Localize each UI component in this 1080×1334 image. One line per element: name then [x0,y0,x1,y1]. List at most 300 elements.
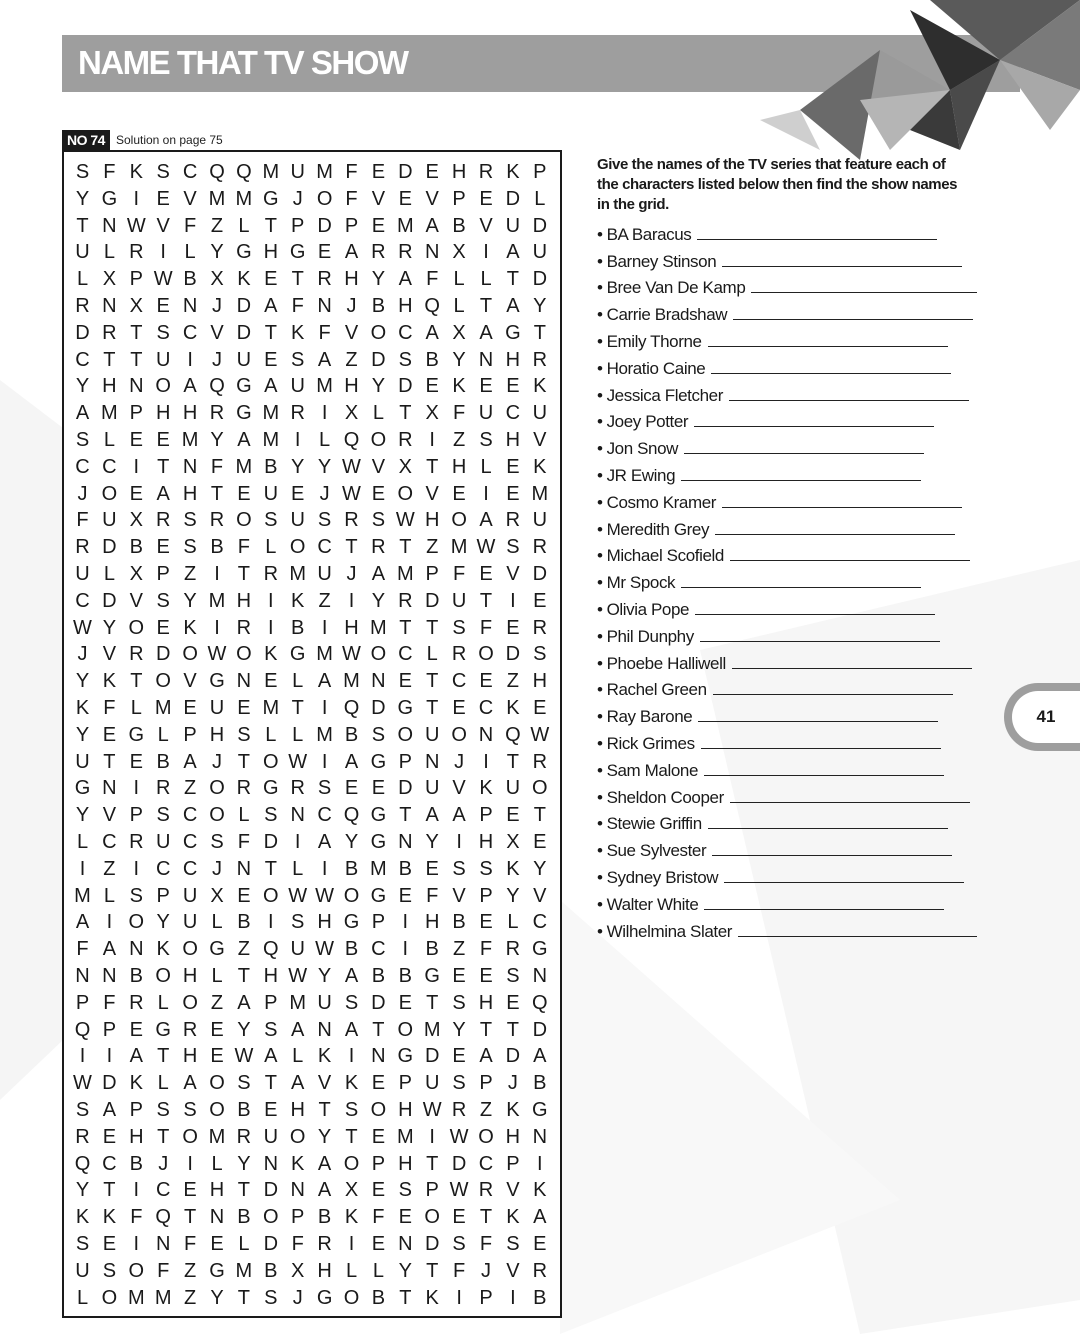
grid-letter: P [371,1152,386,1175]
grid-letter: L [372,1259,384,1282]
grid-letter: I [483,241,489,264]
character-item [597,486,977,513]
grid-letter: S [506,1233,520,1255]
grid-letter: L [103,241,115,264]
grid-letter: Q [343,429,360,451]
grid-letter: S [183,1099,197,1121]
grid-letter: O [128,616,145,639]
grid-letter: O [209,777,225,800]
grid-letter: L [211,965,223,987]
grid-letter: O [236,643,252,666]
grid-letter: I [79,1045,86,1068]
grid-letter: D [317,214,332,237]
grid-letter: J [346,563,357,585]
grid-letter: T [426,991,439,1014]
bullet-icon: • [597,599,603,619]
answer-line[interactable] [698,721,938,722]
answer-line[interactable] [708,828,948,829]
grid-letter: X [452,241,466,264]
grid-letter: P [129,402,143,425]
character-item [597,218,977,245]
grid-letter: U [451,589,467,612]
decorative-triangles [760,0,1080,160]
grid-letter: S [344,991,359,1014]
character-list [597,218,977,942]
grid-letter: M [101,402,118,425]
grid-letter: E [398,991,412,1014]
grid-letter: M [235,455,253,478]
grid-letter: J [158,1152,169,1175]
grid-letter: V [102,643,117,666]
grid-letter: R [75,295,90,317]
grid-letter: C [155,857,171,880]
grid-letter: T [264,857,277,880]
grid-letter: T [426,697,439,719]
grid-letter: E [371,161,386,183]
grid-letter: M [235,187,253,210]
answer-line[interactable] [704,775,944,776]
grid-letter: H [478,991,494,1014]
grid-letter: A [452,804,466,827]
grid-letter: K [533,1179,547,1202]
grid-letter: D [263,1233,279,1255]
grid-letter: N [263,1152,279,1175]
grid-letter: V [183,187,197,210]
grid-letter: M [316,723,333,746]
answer-line[interactable] [732,668,972,669]
grid-letter: F [479,1233,493,1255]
grid-letter: H [182,965,198,987]
grid-letter: E [533,697,547,719]
answer-line[interactable] [701,748,941,749]
grid-row [64,963,560,990]
answer-line[interactable] [730,560,970,561]
grid-letter: T [399,1286,412,1309]
grid-letter: Z [426,536,439,559]
grid-letter: V [371,187,386,210]
grid-letter: K [344,1072,359,1095]
grid-letter: A [479,509,493,532]
grid-letter: F [76,938,89,961]
answer-line[interactable] [724,882,964,883]
grid-letter: E [506,804,520,827]
grid-letter: Y [371,589,386,612]
grid-letter: F [452,563,466,585]
grid-letter: S [210,831,224,853]
answer-line[interactable] [730,802,970,803]
grid-letter: R [478,161,494,183]
grid-letter: A [102,1099,117,1121]
grid-letter: K [183,616,197,639]
grid-letter: F [183,1233,197,1255]
grid-letter: Z [103,857,116,880]
grid-letter: I [348,1045,355,1068]
grid-letter: T [479,1018,493,1041]
grid-letter: N [236,670,252,693]
grid-letter: O [182,643,198,666]
grid-letter: T [130,348,143,371]
character-name: Meredith Grey [606,519,710,539]
grid-letter: T [533,804,546,827]
grid-letter: V [425,482,439,505]
grid-letter: L [292,723,304,746]
answer-line[interactable] [751,292,977,293]
grid-letter: I [133,187,140,210]
grid-letter: H [478,831,494,853]
grid-letter: N [209,1206,225,1229]
grid-letter: E [291,482,305,505]
grid-letter: H [155,402,171,425]
grid-letter: P [425,563,439,585]
answer-line[interactable] [681,587,921,588]
grid-letter: T [318,1099,331,1121]
grid-letter: M [262,161,280,183]
grid-letter: J [292,1286,303,1309]
grid-letter: T [479,295,493,317]
grid-letter: A [264,295,278,317]
grid-letter: I [510,589,516,612]
grid-letter: P [264,991,278,1014]
grid-letter: I [456,831,462,853]
grid-letter: U [424,1072,440,1095]
answer-line[interactable] [738,936,977,937]
grid-letter: P [129,1099,143,1121]
answer-line[interactable] [733,319,973,320]
grid-letter: R [505,938,521,961]
grid-letter: S [398,1179,412,1202]
character-name: Sam Malone [606,760,698,780]
grid-letter: Y [291,455,305,478]
grid-letter: A [102,938,117,961]
grid-letter: E [452,1206,466,1229]
grid-row [64,856,560,883]
grid-letter: L [292,1045,304,1068]
grid-letter: I [429,1125,435,1148]
grid-letter: U [236,348,252,371]
grid-letter: R [398,589,413,612]
grid-letter: M [450,536,468,559]
answer-line[interactable] [704,909,944,910]
grid-letter: L [184,241,196,264]
grid-letter: E [533,1233,547,1255]
grid-letter: D [102,1072,117,1095]
grid-letter: Y [452,348,466,371]
grid-letter: I [160,241,166,264]
grid-letter: S [264,509,278,532]
grid-letter: F [130,1206,143,1229]
grid-letter: T [103,750,116,773]
grid-letter: E [479,670,493,693]
answer-line[interactable] [729,400,969,401]
grid-letter: W [288,965,308,987]
grid-letter: Y [533,857,547,880]
grid-letter: X [425,402,439,425]
grid-letter: X [102,268,117,291]
grid-letter: J [507,1072,518,1095]
grid-letter: N [371,670,386,693]
answer-line[interactable] [722,266,962,267]
bullet-icon: • [597,733,603,753]
grid-letter: R [182,1018,198,1041]
grid-letter: N [532,965,548,987]
grid-letter: N [424,241,440,264]
grid-letter: Q [343,697,360,719]
grid-row [64,802,560,829]
grid-letter: M [208,589,226,612]
grid-letter: L [534,187,546,210]
grid-letter: O [182,991,198,1014]
grid-letter: T [237,1286,250,1309]
grid-letter: I [321,750,328,773]
grid-letter: Y [156,911,170,934]
grid-letter: P [75,991,90,1014]
grid-letter: X [452,321,466,344]
grid-letter: A [183,1072,197,1095]
grid-letter: Q [424,295,440,317]
grid-letter: E [371,1072,386,1095]
grid-letter: F [291,295,304,317]
grid-letter: B [156,750,170,773]
character-name: Rachel Green [606,680,707,700]
grid-letter: H [182,402,198,425]
grid-letter: F [103,161,116,183]
answer-line[interactable] [722,507,962,508]
character-name: Cosmo Kramer [606,492,717,512]
grid-letter: R [532,616,548,639]
grid-letter: Z [183,1286,197,1309]
grid-letter: E [398,670,412,693]
character-item [597,620,977,647]
grid-letter: I [321,697,328,719]
grid-letter: U [75,750,90,773]
grid-letter: E [264,1099,278,1121]
grid-letter: F [345,187,358,210]
grid-letter: G [505,321,521,344]
grid-letter: U [317,563,332,585]
grid-letter: M [396,1125,414,1148]
grid-letter: N [182,455,198,478]
grid-row [64,293,560,320]
grid-letter: I [456,1286,462,1309]
grid-letter: I [348,589,355,612]
grid-letter: H [424,911,440,934]
grid-letter: F [237,536,250,559]
grid-letter: H [102,375,117,398]
grid-row [64,936,560,963]
grid-letter: E [506,375,520,398]
grid-letter: Y [183,589,197,612]
grid-letter: R [155,777,171,800]
grid-letter: E [398,187,412,210]
grid-letter: L [76,268,89,291]
grid-letter: Z [237,938,250,961]
grid-letter: S [291,911,305,934]
grid-letter: D [371,348,386,371]
grid-letter: N [317,295,332,317]
grid-letter: B [452,911,466,934]
grid-letter: D [532,563,548,585]
grid-letter: W [342,643,361,666]
grid-letter: E [479,965,493,987]
grid-letter: G [532,1099,548,1121]
grid-letter: X [210,268,224,291]
grid-letter: O [128,1259,145,1282]
page-title: NAME THAT TV SHOW [78,44,408,81]
grid-letter: O [451,509,467,532]
grid-letter: K [75,1206,90,1229]
grid-letter: T [264,214,277,237]
grid-letter: B [129,1152,143,1175]
bullet-icon: • [597,787,603,807]
grid-letter: A [344,965,359,987]
grid-letter: D [424,589,440,612]
grid-letter: S [371,723,386,746]
grid-letter: Q [532,991,548,1014]
answer-line[interactable] [681,480,921,481]
grid-letter: Q [209,375,225,398]
grid-letter: Y [371,268,386,291]
grid-letter: P [129,268,143,291]
answer-line[interactable] [708,346,948,347]
grid-letter: O [370,643,387,666]
grid-letter: M [531,482,549,505]
answer-line[interactable] [700,641,940,642]
grid-letter: I [294,831,301,853]
grid-letter: A [398,268,412,291]
grid-letter: W [342,455,361,478]
grid-letter: L [76,831,89,853]
grid-letter: W [315,938,335,961]
grid-letter: B [317,1206,332,1229]
grid-letter: L [211,1152,223,1175]
answer-line[interactable] [712,855,952,856]
grid-letter: L [130,697,142,719]
grid-letter: L [103,563,115,585]
grid-letter: V [210,321,224,344]
answer-line[interactable] [694,426,934,427]
grid-letter: C [182,831,198,853]
answer-line[interactable] [684,453,924,454]
grid-letter: O [370,1099,387,1121]
grid-letter: M [396,214,414,237]
grid-letter: G [532,938,548,961]
grid-letter: P [425,1179,439,1202]
grid-letter: E [533,589,547,612]
grid-letter: S [344,1099,359,1121]
grid-letter: Q [74,1152,91,1175]
grid-letter: E [156,429,170,451]
grid-row [64,373,560,400]
grid-row [64,534,560,561]
grid-letter: D [505,1045,521,1068]
character-name: BA Baracus [606,224,692,244]
grid-letter: W [126,214,146,237]
character-item [597,700,977,727]
grid-letter: T [372,1018,385,1041]
grid-letter: A [317,670,332,693]
bullet-icon: • [597,626,603,646]
answer-line[interactable] [711,373,951,374]
grid-letter: J [212,348,222,371]
grid-letter: C [451,670,467,693]
grid-letter: O [209,804,225,827]
grid-letter: I [187,348,193,371]
grid-letter: V [506,563,520,585]
grid-letter: E [452,697,466,719]
grid-letter: P [183,723,197,746]
grid-letter: E [129,750,143,773]
grid-letter: O [370,429,387,451]
grid-letter: Z [452,938,466,961]
bullet-icon: • [597,519,603,539]
answer-line[interactable] [715,534,955,535]
grid-letter: O [263,1206,279,1229]
grid-letter: H [209,1179,225,1202]
grid-letter: D [532,268,548,291]
grid-letter: K [506,1099,520,1121]
grid-letter: T [506,1018,519,1041]
grid-letter: L [292,670,304,693]
grid-letter: W [342,482,361,505]
grid-letter: K [75,697,90,719]
grid-letter: K [156,938,170,961]
grid-row [64,481,560,508]
grid-letter: I [79,857,86,880]
grid-letter: Y [425,831,439,853]
grid-letter: O [397,723,414,746]
instructions: Give the names of the TV series that feature each of the characters listed below then find the show names in the grid. [597,156,958,213]
grid-letter: M [289,563,307,585]
grid-letter: L [507,911,519,934]
character-name: Joey Potter [606,412,689,432]
grid-letter: H [317,1259,332,1282]
grid-letter: V [506,1179,520,1202]
grid-letter: T [426,1152,439,1175]
grid-letter: S [237,723,251,746]
grid-letter: C [102,455,117,478]
grid-letter: U [532,402,548,425]
grid-letter: O [343,1286,360,1309]
character-item [597,647,977,674]
bullet-icon: • [597,573,603,593]
character-name: Olivia Pope [606,599,690,619]
grid-letter: O [478,1125,494,1148]
grid-letter: K [425,1286,439,1309]
grid-letter: U [478,402,494,425]
grid-letter: U [182,884,198,907]
grid-letter: T [210,482,224,505]
answer-line[interactable] [697,239,937,240]
grid-letter: G [209,938,225,961]
grid-letter: S [317,777,332,800]
grid-letter: A [183,375,197,398]
answer-line[interactable] [695,614,935,615]
grid-letter: S [102,1259,117,1282]
grid-letter: L [319,429,331,451]
answer-line[interactable] [713,694,953,695]
grid-letter: B [344,723,359,746]
grid-letter: L [211,911,223,934]
grid-letter: A [291,1018,305,1041]
grid-letter: A [129,1045,143,1068]
grid-letter: K [506,857,520,880]
grid-letter: R [478,1179,494,1202]
grid-letter: S [75,1233,90,1255]
grid-letter: T [426,1259,439,1282]
grid-row [64,400,560,427]
grid-letter: R [371,241,386,264]
grid-row [64,213,560,240]
